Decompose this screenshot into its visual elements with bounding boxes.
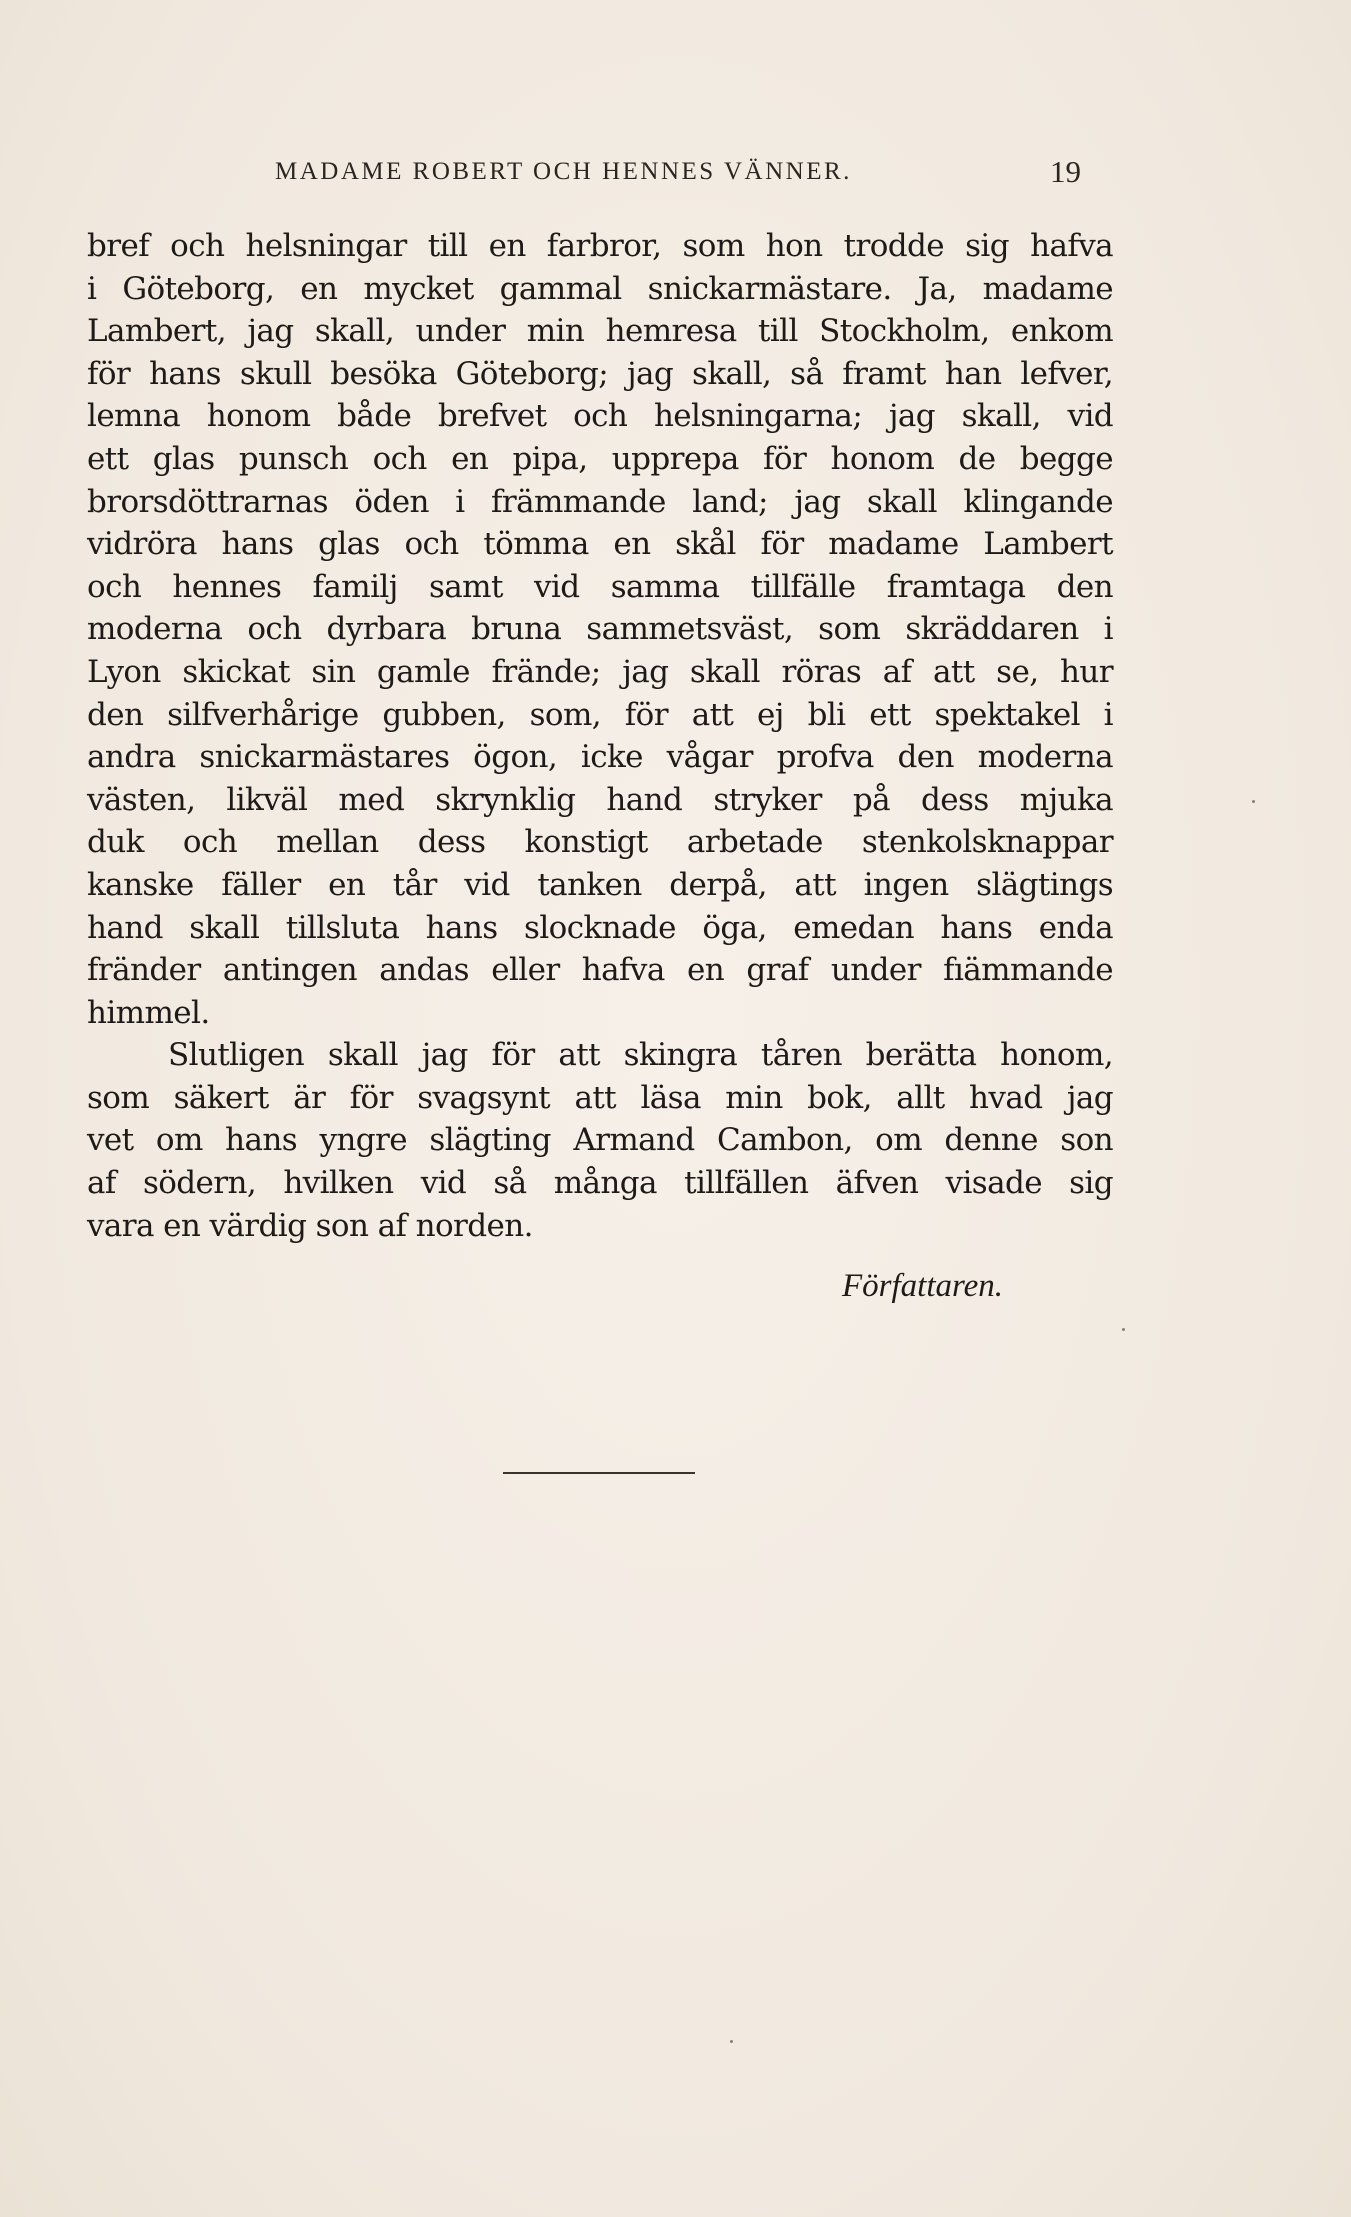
paragraph-start-line: Slutligen skall jag för att skingra tåren berätta honom, — [168, 1037, 1113, 1074]
paper-speck — [730, 2040, 733, 2043]
text-line: västen, likväl med skrynklig hand stryker på dess mjuka — [87, 781, 1113, 818]
text-line: andra snickarmästares ögon, icke vågar profva den moderna — [87, 739, 1113, 776]
page-number: 19 — [1050, 154, 1081, 189]
text-line: Lyon skickat sin gamle frände; jag skall röras af att se, hur — [87, 653, 1113, 690]
text-line: af södern, hvilken vid så många tillfällen äfven visade sig — [87, 1165, 1113, 1202]
running-title: MADAME ROBERT OCH HENNES VÄNNER. — [275, 158, 852, 185]
section-divider — [503, 1472, 695, 1474]
paper-speck — [1252, 800, 1255, 803]
text-line: vet om hans yngre slägting Armand Cambon, om denne son — [87, 1122, 1113, 1159]
paper-speck — [1122, 1328, 1125, 1331]
text-line: fränder antingen andas eller hafva en graf under fıämmande — [87, 952, 1113, 989]
body-text — [87, 225, 1113, 1247]
paragraph-end-line: vara en värdig son af norden. — [87, 1207, 533, 1244]
text-line: ett glas punsch och en pipa, upprepa för honom de begge — [87, 440, 1113, 477]
text-line: som säkert är för svagsynt att läsa min bok, allt hvad jag — [87, 1079, 1113, 1116]
author-signature: Författaren. — [842, 1268, 1004, 1304]
text-line: brorsdöttrarnas öden i främmande land; jag skall klingande — [87, 483, 1113, 520]
text-line: Lambert, jag skall, under min hemresa till Stockholm, enkom — [87, 313, 1113, 350]
text-line: för hans skull besöka Göteborg; jag skall, så framt han lefver, — [87, 355, 1113, 392]
text-line: kanske fäller en tår vid tanken derpå, att ingen slägtings — [87, 866, 1113, 903]
text-line: vidröra hans glas och tömma en skål för madame Lambert — [87, 526, 1113, 563]
text-line: lemna honom både brefvet och helsningarna; jag skall, vid — [87, 398, 1113, 435]
text-line: hand skall tillsluta hans slocknade öga, emedan hans enda — [87, 909, 1113, 946]
text-line: i Göteborg, en mycket gammal snickarmästare. Ja, madame — [87, 270, 1113, 307]
text-line: den silfverhårige gubben, som, för att ej bli ett spektakel i — [87, 696, 1113, 733]
text-line: moderna och dyrbara bruna sammetsväst, som skräddaren i — [87, 611, 1113, 648]
text-line: och hennes familj samt vid samma tillfälle framtaga den — [87, 568, 1113, 605]
paragraph-end-line: himmel. — [87, 994, 210, 1031]
text-line: bref och helsningar till en farbror, som hon trodde sig hafva — [87, 228, 1113, 264]
text-line: duk och mellan dess konstigt arbetade stenkolsknappar — [87, 824, 1113, 861]
